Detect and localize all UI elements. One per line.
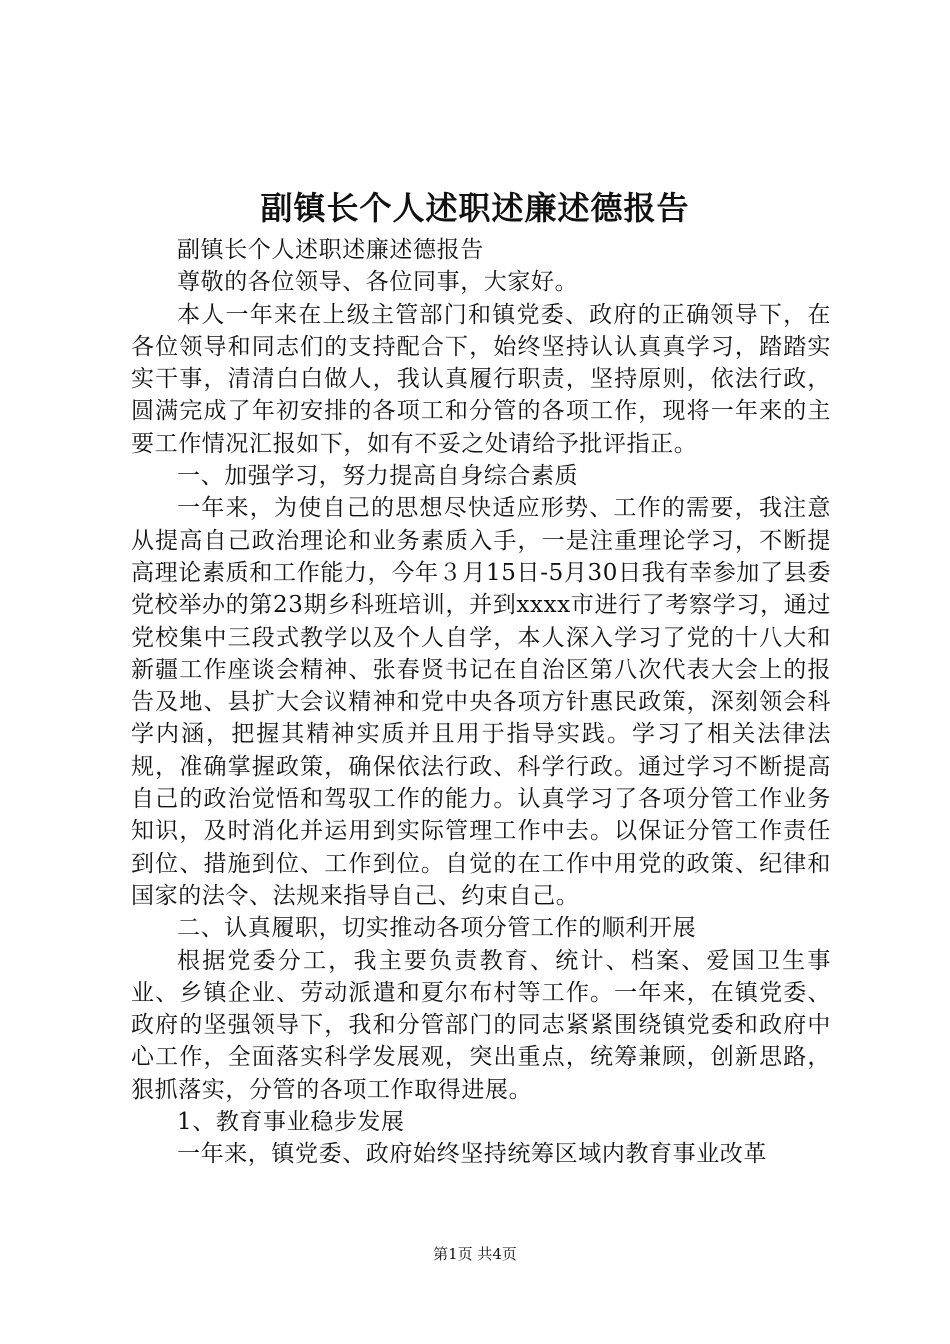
document-title: 副镇长个人述职述廉述德报告 <box>260 189 690 227</box>
section-heading-1: 一、加强学习，努力提高自身综合素质 <box>177 463 579 490</box>
page-footer: 第1页 共4页 <box>433 1245 517 1263</box>
paragraph-subtitle: 副镇长个人述职述廉述德报告 <box>177 237 484 263</box>
section-heading-2: 二、认真履职，切实推动各项分管工作的顺利开展 <box>177 915 697 942</box>
subsection-heading-1: 1、教育事业稳步发展 <box>177 1109 405 1136</box>
document-body <box>131 234 831 1171</box>
paragraph-study: 一年来，为使自己的思想尽快适应形势、工作的需要，我注意从提高自己政治理论和业务素质入手，一是注重理论学习，不断提高理论素质和工作能力，今年３月15日-5月30日我有幸参加了县委党校举办的第23期乡科班培训，并到xxxx市进行了考察学习，通过党校集中三段式教学以及个人自学，本人深入学习了党的十八大和新疆工作座谈会精神、张春贤书记在自治区第八次代表大会上的报告及地、县扩大会议精神和党中央各项方针惠民政策，深刻领会科学内涵，把握其精神实质并且用于指导实践。学习了相关法律法规，准确掌握政策，确保依法行政、科学行政。通过学习不断提高自己的政治觉悟和驾驭工作的能力。认真学习了各项分管工作业务知识，及时消化并运用到实际管理工作中去。以保证分管工作责任到位、措施到位、工作到位。自觉的在工作中用党的政策、纪律和国家的法令、法规来指导自己、约束自己。 <box>131 495 831 909</box>
paragraph-education: 一年来，镇党委、政府始终坚持统筹区域内教育事业改革 <box>177 1141 767 1168</box>
paragraph-greeting: 尊敬的各位领导、各位同事，大家好。 <box>177 269 579 296</box>
paragraph-intro: 本人一年来在上级主管部门和镇党委、政府的正确领导下，在各位领导和同志们的支持配合下，始终坚持认认真真学习，踏踏实实干事，清清白白做人，我认真履行职责，坚持原则，依法行政，圆满完成了年初安排的各项工和分管的各项工作，现将一年来的主要工作情况汇报如下，如有不妥之处请给予批评指正。 <box>131 301 831 457</box>
paragraph-duties: 根据党委分工，我主要负责教育、统计、档案、爱国卫生事业、乡镇企业、劳动派遣和夏尔布村等工作。一年来，在镇党委、政府的坚强领导下，我和分管部门的同志紧紧围绕镇党委和政府中心工作，全面落实科学发展观，突出重点，统筹兼顾，创新思路，狠抓落实，分管的各项工作取得进展。 <box>131 947 831 1103</box>
